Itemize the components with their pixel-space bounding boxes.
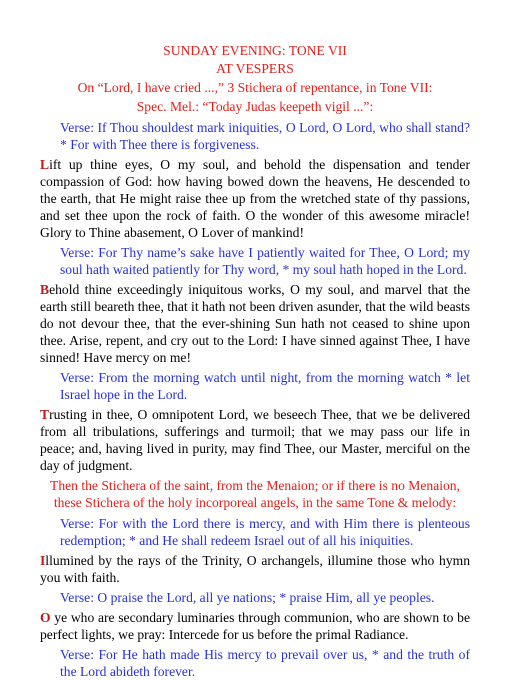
- sticheron-text: rusting in thee, O omnipotent Lord, we beseech Thee, that we be delivered from all tribulations, sufferings and turmoil; that we may pass our life in peace; and, having lived in purity, may find Thee, our Master, merciful on the day of judgment.: [40, 407, 470, 473]
- verse: Verse: For He hath made His mercy to prevail over us, * and the truth of the Lord abideth forever.: [60, 647, 470, 679]
- sticheron: [40, 552, 470, 586]
- verse: Verse: For with the Lord there is mercy, and with Him there is plenteous redemption; * and He shall redeem Israel out of all his iniquities.: [60, 516, 470, 548]
- rubric-special-melody: Spec. Mel.: “Today Judas keepeth vigil ...”:: [136, 99, 374, 114]
- verse: Verse: O praise the Lord, all ye nations; * praise Him, all ye peoples.: [60, 590, 435, 605]
- sticheron: [40, 406, 470, 474]
- service-subtitle: AT VESPERS: [216, 61, 294, 76]
- drop-initial: O: [40, 610, 51, 625]
- sticheron: [40, 281, 470, 366]
- drop-initial: T: [40, 407, 50, 422]
- verse: Verse: From the morning watch until night, from the morning watch * let Israel hope in the Lord.: [60, 370, 470, 402]
- verse: Verse: For Thy name’s sake have I patiently waited for Thee, O Lord; my soul hath waited patiently for Thy word, * my soul hath hoped in the Lord.: [60, 245, 470, 277]
- drop-initial: I: [40, 553, 46, 568]
- sticheron-text: ift up thine eyes, O my soul, and behold the dispensation and tender compassion of God: how having bowed down the heavens, He descended to the earth, that He might raise thee up from the wretched state of thy passions, and set thee upon the rock of faith. O the wonder of this awesome miracle! Glory to Thine abasement, O Lover of mankind!: [40, 157, 470, 240]
- drop-initial: L: [40, 157, 50, 172]
- rubric-lord-i-have-cried: On “Lord, I have cried ...,” 3 Stichera of repentance, in Tone VII:: [77, 80, 433, 95]
- sticheron: [40, 609, 470, 643]
- sticheron-text: ehold thine exceedingly iniquitous works, O my soul, and marvel that the earth still beareth thee, that it hath not been driven asunder, that the wild beasts do not devour thee, that the ever-shining Sun hath not ceased to shine upon thee. Arise, repent, and cry out to the Lord: I have sinned against Thee, I have sinned! Have mercy on me!: [40, 282, 470, 365]
- drop-initial: B: [40, 282, 50, 297]
- rubric-menaion: Then the Stichera of the saint, from the Menaion; or if there is no Menaion, these Stichera of the holy incorporeal angels, in the same Tone & melody:: [50, 478, 460, 510]
- sticheron: [40, 156, 470, 241]
- sticheron-text: llumined by the rays of the Trinity, O archangels, illumine those who hymn you with faith.: [40, 553, 470, 585]
- service-title: SUNDAY EVENING: TONE VII: [163, 43, 347, 58]
- sticheron-text: ye who are secondary luminaries through communion, who are shown to be perfect lights, we pray: Intercede for us before the primal Radiance.: [40, 610, 470, 642]
- verse: Verse: If Thou shouldest mark iniquities, O Lord, O Lord, who shall stand? * For with Thee there is forgiveness.: [60, 120, 470, 152]
